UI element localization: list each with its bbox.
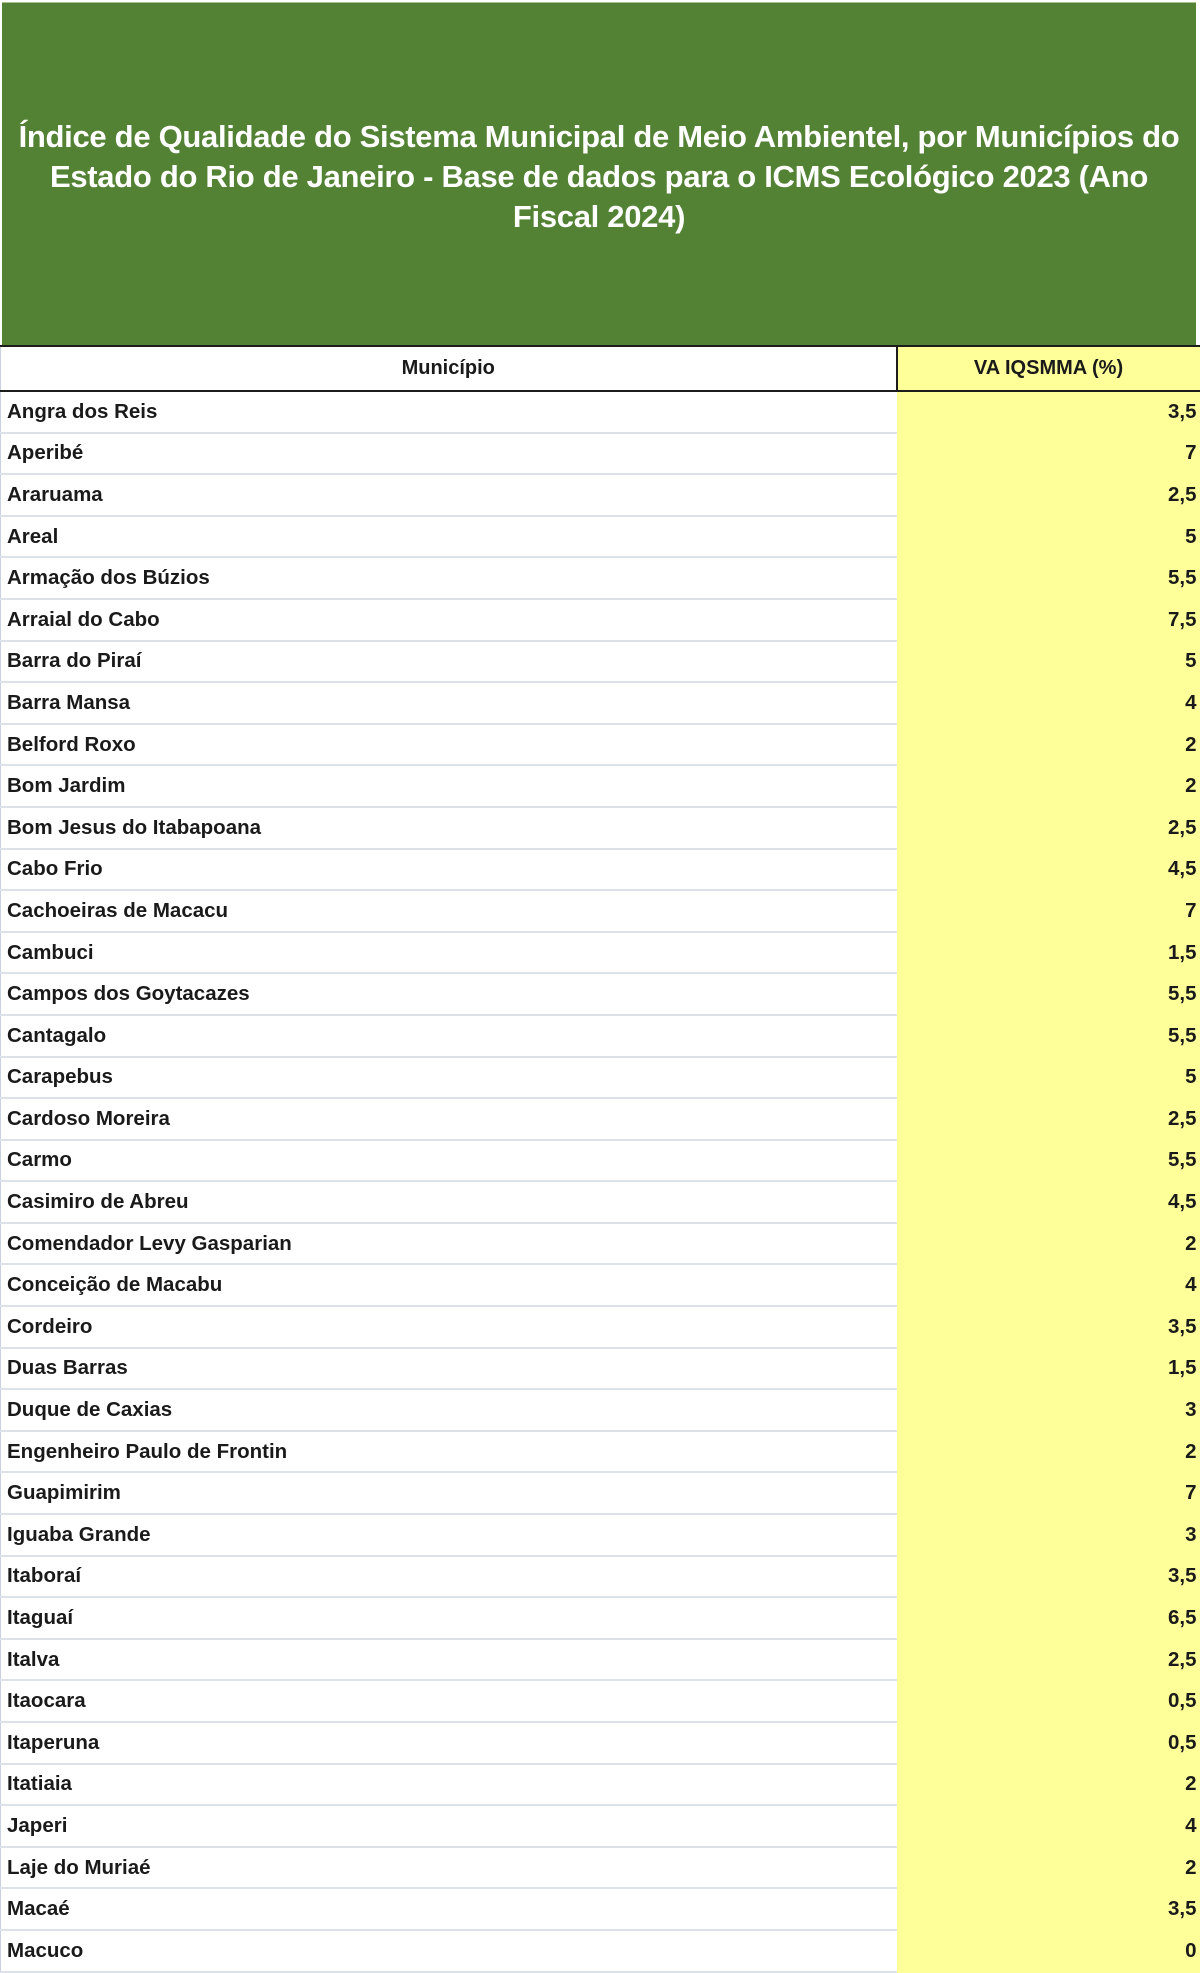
va-iqsmma-cell[interactable]: 3,5 bbox=[897, 1306, 1200, 1348]
municipio-cell[interactable]: Cordeiro bbox=[1, 1306, 897, 1348]
table-row bbox=[1, 1223, 1200, 1265]
table-body bbox=[1, 391, 1200, 1972]
va-iqsmma-cell[interactable]: 0 bbox=[897, 1930, 1200, 1972]
va-iqsmma-cell[interactable]: 3,5 bbox=[897, 1888, 1200, 1930]
municipio-cell[interactable]: Araruama bbox=[1, 474, 897, 516]
table-row bbox=[1, 1888, 1200, 1930]
va-iqsmma-cell[interactable]: 2 bbox=[897, 1764, 1200, 1806]
municipio-cell[interactable]: Duque de Caxias bbox=[1, 1389, 897, 1431]
municipio-cell[interactable]: Cambuci bbox=[1, 932, 897, 974]
table-row bbox=[1, 1181, 1200, 1223]
table-row bbox=[1, 1680, 1200, 1722]
va-iqsmma-cell[interactable]: 0,5 bbox=[897, 1722, 1200, 1764]
municipio-cell[interactable]: Macaé bbox=[1, 1888, 897, 1930]
va-iqsmma-cell[interactable]: 7 bbox=[897, 890, 1200, 932]
va-iqsmma-cell[interactable]: 2 bbox=[897, 1847, 1200, 1889]
table-row bbox=[1, 1431, 1200, 1473]
va-iqsmma-cell[interactable]: 7,5 bbox=[897, 599, 1200, 641]
table-row bbox=[1, 1764, 1200, 1806]
table-row bbox=[1, 599, 1200, 641]
va-iqsmma-cell[interactable]: 7 bbox=[897, 433, 1200, 475]
va-iqsmma-cell[interactable]: 4,5 bbox=[897, 849, 1200, 891]
table-row bbox=[1, 391, 1200, 433]
table-row bbox=[1, 474, 1200, 516]
va-iqsmma-cell[interactable]: 3 bbox=[897, 1389, 1200, 1431]
column-header-municipio[interactable]: Município bbox=[1, 346, 897, 391]
va-iqsmma-cell[interactable]: 2,5 bbox=[897, 807, 1200, 849]
municipio-cell[interactable]: Macuco bbox=[1, 1930, 897, 1972]
municipio-cell[interactable]: Guapimirim bbox=[1, 1472, 897, 1514]
page-title: Índice de Qualidade do Sistema Municipal de Meio Ambientel, por Municípios do Estado do Rio de Janeiro - Base de dados para o ICMS Ecológico 2023 (Ano Fiscal 2024) bbox=[9, 111, 1189, 237]
municipio-cell[interactable]: Arraial do Cabo bbox=[1, 599, 897, 641]
municipio-cell[interactable]: Conceição de Macabu bbox=[1, 1264, 897, 1306]
municipio-cell[interactable]: Engenheiro Paulo de Frontin bbox=[1, 1431, 897, 1473]
table-row bbox=[1, 1264, 1200, 1306]
va-iqsmma-cell[interactable]: 2 bbox=[897, 1431, 1200, 1473]
table-row bbox=[1, 1472, 1200, 1514]
municipio-cell[interactable]: Italva bbox=[1, 1639, 897, 1681]
va-iqsmma-cell[interactable]: 5 bbox=[897, 516, 1200, 558]
municipio-cell[interactable]: Casimiro de Abreu bbox=[1, 1181, 897, 1223]
table-row bbox=[1, 724, 1200, 766]
municipio-cell[interactable]: Cachoeiras de Macacu bbox=[1, 890, 897, 932]
table-row bbox=[1, 1057, 1200, 1099]
municipio-cell[interactable]: Areal bbox=[1, 516, 897, 558]
municipio-cell[interactable]: Itaguaí bbox=[1, 1597, 897, 1639]
municipio-cell[interactable]: Aperibé bbox=[1, 433, 897, 475]
municipio-cell[interactable]: Campos dos Goytacazes bbox=[1, 973, 897, 1015]
table-row bbox=[1, 1514, 1200, 1556]
table-row bbox=[1, 641, 1200, 683]
va-iqsmma-cell[interactable]: 2,5 bbox=[897, 474, 1200, 516]
municipio-cell[interactable]: Itaboraí bbox=[1, 1556, 897, 1598]
table-row bbox=[1, 1556, 1200, 1598]
table-row bbox=[1, 849, 1200, 891]
va-iqsmma-cell[interactable]: 5,5 bbox=[897, 1140, 1200, 1182]
municipality-table bbox=[0, 345, 1200, 1973]
table-header-row bbox=[1, 346, 1200, 391]
va-iqsmma-cell[interactable]: 3,5 bbox=[897, 1556, 1200, 1598]
table-row bbox=[1, 807, 1200, 849]
municipio-cell[interactable]: Iguaba Grande bbox=[1, 1514, 897, 1556]
table-row bbox=[1, 1306, 1200, 1348]
table-row bbox=[1, 1930, 1200, 1972]
table-row bbox=[1, 1722, 1200, 1764]
table-row bbox=[1, 433, 1200, 475]
table-row bbox=[1, 1348, 1200, 1390]
va-iqsmma-cell[interactable]: 3,5 bbox=[897, 391, 1200, 433]
table-row bbox=[1, 682, 1200, 724]
va-iqsmma-cell[interactable]: 0,5 bbox=[897, 1680, 1200, 1722]
table-row bbox=[1, 765, 1200, 807]
va-iqsmma-cell[interactable]: 2 bbox=[897, 765, 1200, 807]
table-row bbox=[1, 890, 1200, 932]
table-row bbox=[1, 973, 1200, 1015]
table-row bbox=[1, 1847, 1200, 1889]
va-iqsmma-cell[interactable]: 5,5 bbox=[897, 973, 1200, 1015]
va-iqsmma-cell[interactable]: 5 bbox=[897, 1057, 1200, 1099]
va-iqsmma-cell[interactable]: 4 bbox=[897, 1264, 1200, 1306]
municipio-cell[interactable]: Cardoso Moreira bbox=[1, 1098, 897, 1140]
table-row bbox=[1, 1805, 1200, 1847]
municipio-cell[interactable]: Cantagalo bbox=[1, 1015, 897, 1057]
municipio-cell[interactable]: Angra dos Reis bbox=[1, 391, 897, 433]
municipio-cell[interactable]: Cabo Frio bbox=[1, 849, 897, 891]
municipio-cell[interactable]: Barra do Piraí bbox=[1, 641, 897, 683]
title-banner bbox=[2, 2, 1196, 345]
va-iqsmma-cell[interactable]: 2,5 bbox=[897, 1639, 1200, 1681]
va-iqsmma-cell[interactable]: 1,5 bbox=[897, 932, 1200, 974]
table-row bbox=[1, 557, 1200, 599]
va-iqsmma-cell[interactable]: 7 bbox=[897, 1472, 1200, 1514]
va-iqsmma-cell[interactable]: 4 bbox=[897, 1805, 1200, 1847]
municipio-cell[interactable]: Barra Mansa bbox=[1, 682, 897, 724]
municipio-cell[interactable]: Japeri bbox=[1, 1805, 897, 1847]
va-iqsmma-cell[interactable]: 6,5 bbox=[897, 1597, 1200, 1639]
municipio-cell[interactable]: Itaocara bbox=[1, 1680, 897, 1722]
va-iqsmma-cell[interactable]: 1,5 bbox=[897, 1348, 1200, 1390]
va-iqsmma-cell[interactable]: 5 bbox=[897, 641, 1200, 683]
municipio-cell[interactable]: Carmo bbox=[1, 1140, 897, 1182]
table-row bbox=[1, 1639, 1200, 1681]
municipio-cell[interactable]: Laje do Muriaé bbox=[1, 1847, 897, 1889]
va-iqsmma-cell[interactable]: 2 bbox=[897, 1223, 1200, 1265]
municipio-cell[interactable]: Belford Roxo bbox=[1, 724, 897, 766]
table-row bbox=[1, 1597, 1200, 1639]
table-row bbox=[1, 1098, 1200, 1140]
va-iqsmma-cell[interactable]: 5,5 bbox=[897, 1015, 1200, 1057]
va-iqsmma-cell[interactable]: 2 bbox=[897, 724, 1200, 766]
table-row bbox=[1, 516, 1200, 558]
municipio-cell[interactable]: Itaperuna bbox=[1, 1722, 897, 1764]
va-iqsmma-cell[interactable]: 3 bbox=[897, 1514, 1200, 1556]
table-row bbox=[1, 1140, 1200, 1182]
va-iqsmma-cell[interactable]: 2,5 bbox=[897, 1098, 1200, 1140]
column-header-va-iqsmma[interactable]: VA IQSMMA (%) bbox=[897, 346, 1200, 391]
municipio-cell[interactable]: Duas Barras bbox=[1, 1348, 897, 1390]
table-row bbox=[1, 1389, 1200, 1431]
municipio-cell[interactable]: Comendador Levy Gasparian bbox=[1, 1223, 897, 1265]
va-iqsmma-cell[interactable]: 5,5 bbox=[897, 557, 1200, 599]
municipio-cell[interactable]: Itatiaia bbox=[1, 1764, 897, 1806]
va-iqsmma-cell[interactable]: 4 bbox=[897, 682, 1200, 724]
municipio-cell[interactable]: Carapebus bbox=[1, 1057, 897, 1099]
municipio-cell[interactable]: Armação dos Búzios bbox=[1, 557, 897, 599]
table-row bbox=[1, 1015, 1200, 1057]
municipio-cell[interactable]: Bom Jardim bbox=[1, 765, 897, 807]
municipio-cell[interactable]: Bom Jesus do Itabapoana bbox=[1, 807, 897, 849]
va-iqsmma-cell[interactable]: 4,5 bbox=[897, 1181, 1200, 1223]
table-row bbox=[1, 932, 1200, 974]
